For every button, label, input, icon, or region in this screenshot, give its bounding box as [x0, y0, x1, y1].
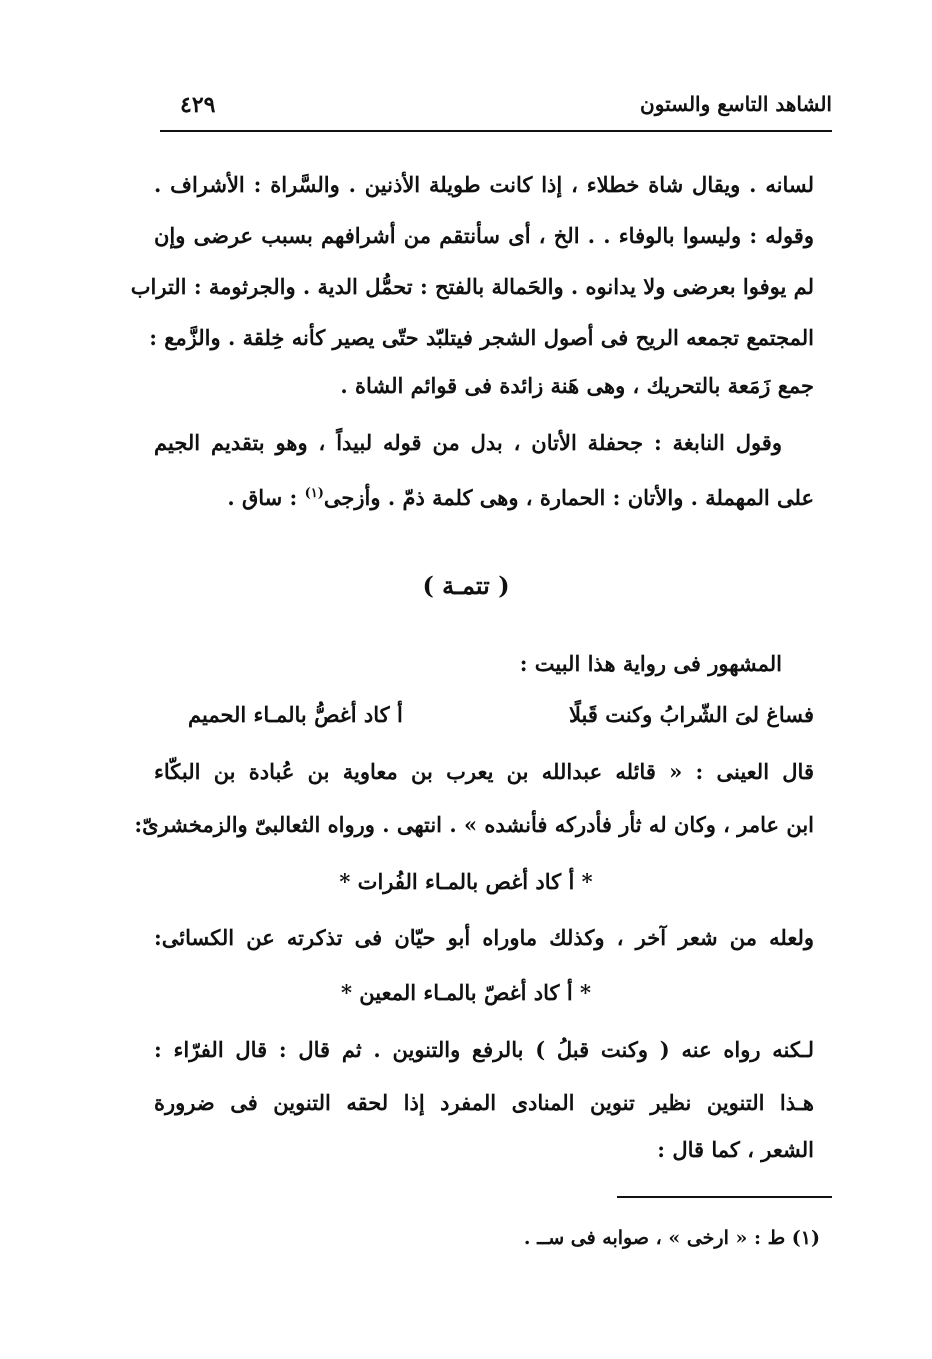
paragraph2-line-2	[154, 474, 814, 518]
paragraph2-line-2-text: على المهملة . والأتان : الحمارة ، وهى كلمة ذمّ . وأزجى	[323, 485, 814, 510]
section-heading: ( تتمـة )	[422, 571, 510, 600]
closing-line-3: الشعر ، كما قال :	[657, 1137, 814, 1162]
page-header	[160, 92, 832, 128]
verse-second-half: أ كاد أغصُّ بالمـاء الحميم	[188, 702, 403, 727]
line-other-poem: ولعله من شعر آخر ، وكذلك ماوراه أبو حيّان فى تذكرته عن الكسائى:	[154, 925, 814, 950]
paragraph2-line-1: وقول النابغة : جحفلة الأتان ، بدل من قوله لبيداً ، وهو بتقديم الجيم	[154, 430, 782, 455]
footnote-marker: (١)	[304, 486, 324, 501]
body-line-3: لم يوفوا بعرضى ولا يدانوه . والحَمالة بالفتح : تحمُّل الدية . والجرثومة : التراب	[130, 274, 814, 299]
footnote: (١) ط : « ارخى » ، صوابه فى ســ .	[523, 1227, 820, 1249]
body-line-5: جمع زَمَعة بالتحريك ، وهى هَنة زائدة فى قوائم الشاة .	[340, 373, 814, 398]
page-number: ٤٢٩	[180, 92, 216, 118]
body-line-2: وقوله : وليسوا بالوفاء . . الخ ، أى سأنتقم من أشرافهم بسبب عرضى وإن	[154, 223, 814, 248]
header-rule	[160, 130, 832, 132]
hemistich-1: * أ كاد أغص بالمـاء الفُرات *	[339, 869, 593, 894]
running-title: الشاهد التاسع والستون	[640, 92, 832, 116]
closing-line-1: لـكنه رواه عنه ( وكنت قبلُ ) بالرفع والتنوين . ثم قال : قال الفرّاء :	[154, 1037, 814, 1062]
closing-line-2: هـذا التنوين نظير تنوين المنادى المفرد إذا لحقه التنوين فى ضرورة	[154, 1090, 815, 1115]
section-intro: المشهور فى رواية هذا البيت :	[519, 651, 782, 676]
quote-line-2: ابن عامر ، وكان له ثأر فأدركه فأنشده » . انتهى . ورواه الثعالبىّ والزمخشرىّ:	[134, 812, 814, 837]
footnote-rule	[617, 1196, 832, 1198]
body-line-4: المجتمع تجمعه الريح فى أصول الشجر فيتلبّد حتّى يصير كأنه خِلقة . والزَّمع :	[149, 325, 814, 350]
verse-first-half: فساغ لىَ الشّرابُ وكنت قَبلًا	[568, 702, 814, 727]
verse	[0, 695, 932, 735]
quote-line-1: قال العينى : « قائله عبدالله بن يعرب بن معاوية بن عُبادة بن البكّاء	[154, 759, 814, 784]
hemistich-2: * أ كاد أغصّ بالمـاء المعين *	[341, 980, 591, 1005]
body-line-1: لسانه . ويقال شاة خطلاء ، إذا كانت طويلة الأذنين . والسَّراة : الأشراف .	[154, 172, 814, 197]
paragraph2-line-2-tail: : ساق .	[227, 485, 305, 510]
